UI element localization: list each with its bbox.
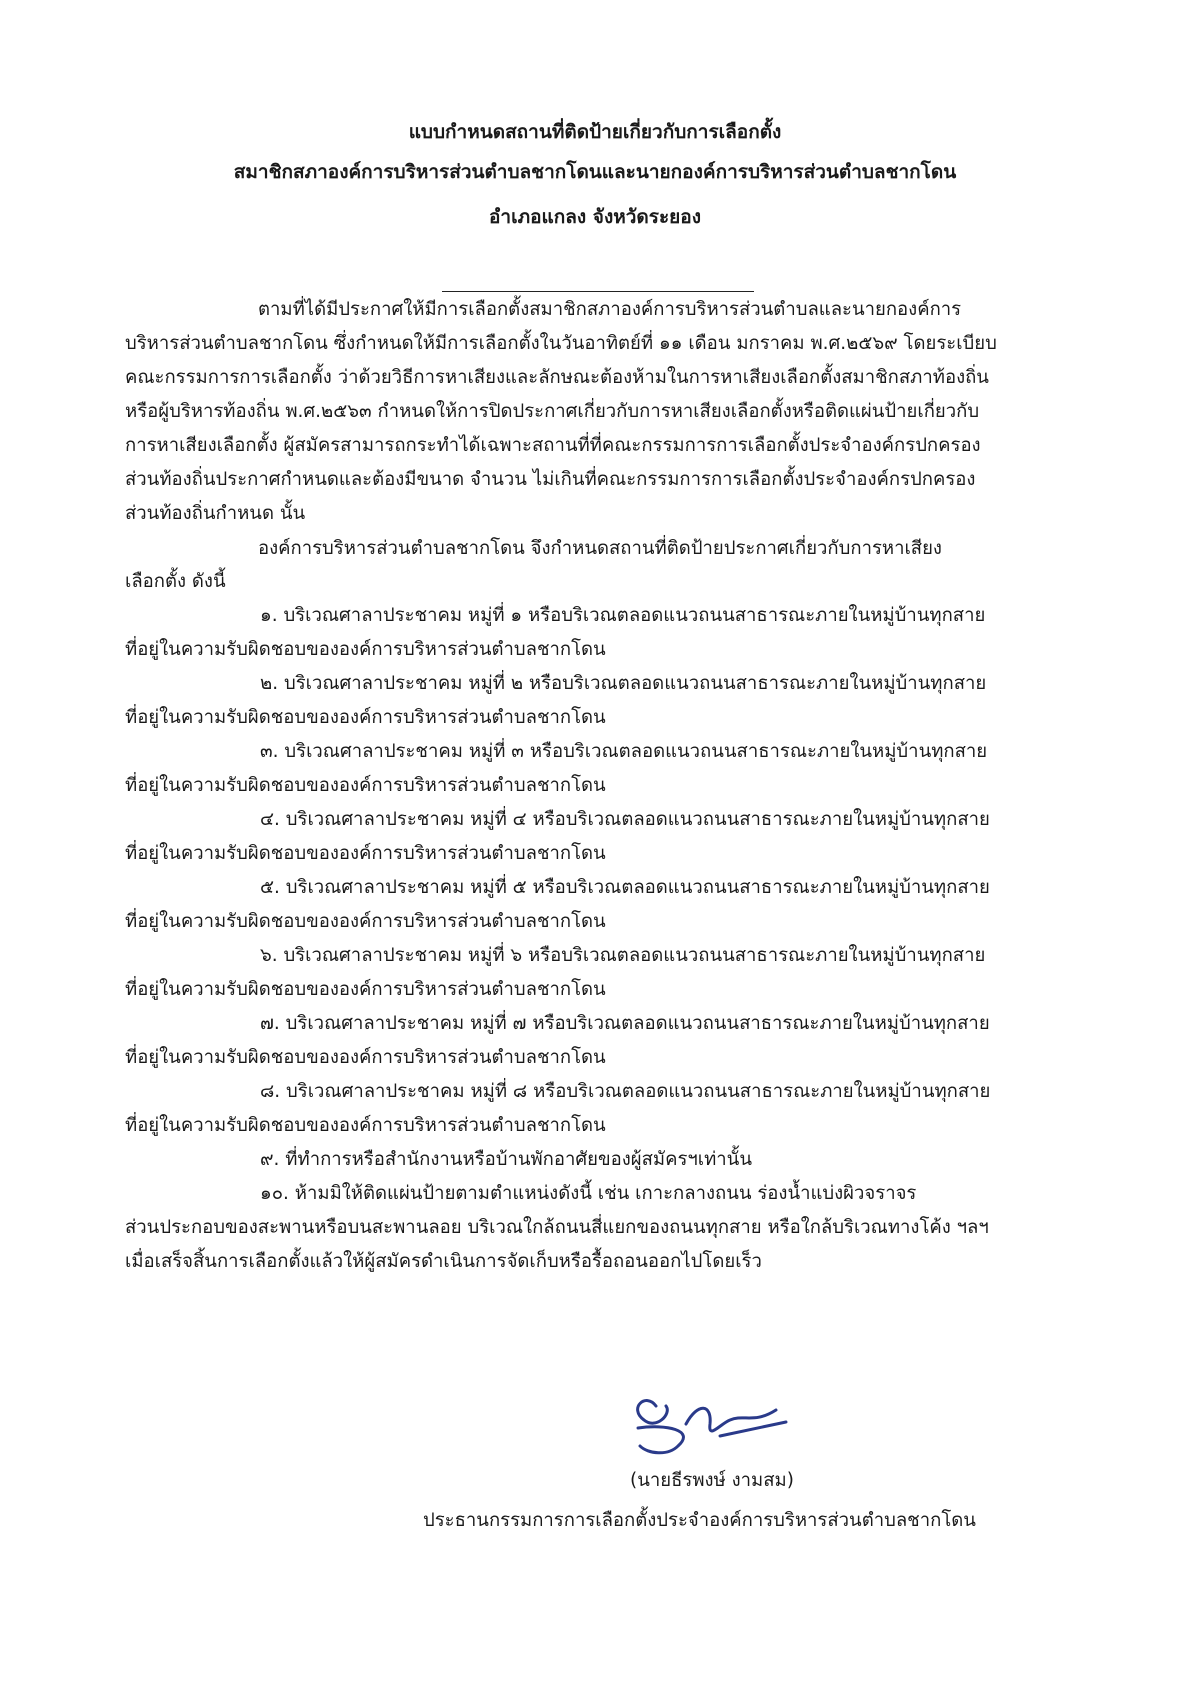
item-2-line-1: ๒. บริเวณศาลาประชาคม หมู่ที่ ๒ หรือบริเวณตลอดแนวถนนสาธารณะภายในหมู่บ้านทุกสาย — [260, 673, 987, 694]
item-10-line-2: ส่วนประกอบของสะพานหรือบนสะพานลอย บริเวณใกล้ถนนสี่แยกของถนนทุกสาย หรือใกล้บริเวณทางโค้ง ฯลฯ — [125, 1217, 989, 1238]
item-7-line-2: ที่อยู่ในความรับผิดชอบขององค์การบริหารส่วนตำบลชากโดน — [125, 1047, 606, 1068]
item-6-line-2: ที่อยู่ในความรับผิดชอบขององค์การบริหารส่วนตำบลชากโดน — [125, 979, 606, 1000]
item-3-line-2: ที่อยู่ในความรับผิดชอบขององค์การบริหารส่วนตำบลชากโดน — [125, 775, 606, 796]
intro-p1-line-2: บริหารส่วนตำบลชากโดน ซึ่งกำหนดให้มีการเลือกตั้งในวันอาทิตย์ที่ ๑๑ เดือน มกราคม พ.ศ.๒๕๖๙ โดยระเบียบ — [125, 333, 997, 354]
item-8-line-1: ๘. บริเวณศาลาประชาคม หมู่ที่ ๘ หรือบริเวณตลอดแนวถนนสาธารณะภายในหมู่บ้านทุกสาย — [260, 1081, 991, 1102]
item-3-line-1: ๓. บริเวณศาลาประชาคม หมู่ที่ ๓ หรือบริเวณตลอดแนวถนนสาธารณะภายในหมู่บ้านทุกสาย — [260, 741, 988, 762]
item-4-line-2: ที่อยู่ในความรับผิดชอบขององค์การบริหารส่วนตำบลชากโดน — [125, 843, 606, 864]
item-10-line-3: เมื่อเสร็จสิ้นการเลือกตั้งแล้วให้ผู้สมัครดำเนินการจัดเก็บหรือรื้อถอนออกไปโดยเร็ว — [125, 1251, 762, 1272]
item-1-line-1: ๑. บริเวณศาลาประชาคม หมู่ที่ ๑ หรือบริเวณตลอดแนวถนนสาธารณะภายในหมู่บ้านทุกสาย — [260, 605, 986, 626]
item-10-line-1: ๑๐. ห้ามมิให้ติดแผ่นป้ายตามตำแหน่งดังนี้ เช่น เกาะกลางถนน ร่องน้ำแบ่งผิวจราจร — [260, 1183, 917, 1204]
item-5-line-2: ที่อยู่ในความรับผิดชอบขององค์การบริหารส่วนตำบลชากโดน — [125, 911, 606, 932]
document-title-line-2: สมาชิกสภาองค์การบริหารส่วนตำบลชากโดนและนายกองค์การบริหารส่วนตำบลชากโดน — [233, 161, 957, 183]
title-divider — [442, 291, 754, 292]
item-8-line-2: ที่อยู่ในความรับผิดชอบขององค์การบริหารส่วนตำบลชากโดน — [125, 1115, 606, 1136]
signatory-position: ประธานกรรมการการเลือกตั้งประจำองค์การบริหารส่วนตำบลชากโดน — [423, 1510, 976, 1531]
intro-p1-line-1: ตามที่ได้มีประกาศให้มีการเลือกตั้งสมาชิกสภาองค์การบริหารส่วนตำบลและนายกองค์การ — [258, 299, 962, 320]
item-4-line-1: ๔. บริเวณศาลาประชาคม หมู่ที่ ๔ หรือบริเวณตลอดแนวถนนสาธารณะภายในหมู่บ้านทุกสาย — [260, 809, 990, 830]
item-9: ๙. ที่ทำการหรือสำนักงานหรือบ้านพักอาศัยของผู้สมัครฯเท่านั้น — [260, 1149, 752, 1170]
intro-p1-line-3: คณะกรรมการการเลือกตั้ง ว่าด้วยวิธีการหาเสียงและลักษณะต้องห้ามในการหาเสียงเลือกตั้งสมาชิกสภาท้องถิ่น — [125, 367, 989, 388]
document-title-line-1: แบบกำหนดสถานที่ติดป้ายเกี่ยวกับการเลือกตั้ง — [408, 121, 782, 143]
intro-p2-line-2: เลือกตั้ง ดังนี้ — [125, 571, 226, 592]
intro-p1-line-5: การหาเสียงเลือกตั้ง ผู้สมัครสามารถกระทำได้เฉพาะสถานที่ที่คณะกรรมการการเลือกตั้งประจำองค์กรปกครอง — [125, 435, 981, 456]
signature-stroke — [638, 1401, 786, 1453]
item-6-line-1: ๖. บริเวณศาลาประชาคม หมู่ที่ ๖ หรือบริเวณตลอดแนวถนนสาธารณะภายในหมู่บ้านทุกสาย — [260, 945, 986, 966]
document-title-line-3: อำเภอแกลง จังหวัดระยอง — [489, 206, 701, 228]
intro-p1-line-7: ส่วนท้องถิ่นกำหนด นั้น — [125, 503, 306, 524]
intro-p1-line-4: หรือผู้บริหารท้องถิ่น พ.ศ.๒๕๖๓ กำหนดให้การปิดประกาศเกี่ยวกับการหาเสียงเลือกตั้งหรือติดแผ่นป้ายเกี่ยวกับ — [125, 401, 980, 422]
signature-mark — [626, 1384, 796, 1469]
item-7-line-1: ๗. บริเวณศาลาประชาคม หมู่ที่ ๗ หรือบริเวณตลอดแนวถนนสาธารณะภายในหมู่บ้านทุกสาย — [260, 1013, 990, 1034]
intro-p1-line-6: ส่วนท้องถิ่นประกาศกำหนดและต้องมีขนาด จำนวน ไม่เกินที่คณะกรรมการการเลือกตั้งประจำองค์กรปกครอง — [125, 469, 976, 490]
signatory-name: (นายธีรพงษ์ งามสม) — [630, 1470, 794, 1491]
intro-p2-line-1: องค์การบริหารส่วนตำบลชากโดน จึงกำหนดสถานที่ติดป้ายประกาศเกี่ยวกับการหาเสียง — [258, 538, 942, 559]
item-1-line-2: ที่อยู่ในความรับผิดชอบขององค์การบริหารส่วนตำบลชากโดน — [125, 639, 606, 660]
item-2-line-2: ที่อยู่ในความรับผิดชอบขององค์การบริหารส่วนตำบลชากโดน — [125, 707, 606, 728]
item-5-line-1: ๕. บริเวณศาลาประชาคม หมู่ที่ ๕ หรือบริเวณตลอดแนวถนนสาธารณะภายในหมู่บ้านทุกสาย — [260, 877, 990, 898]
